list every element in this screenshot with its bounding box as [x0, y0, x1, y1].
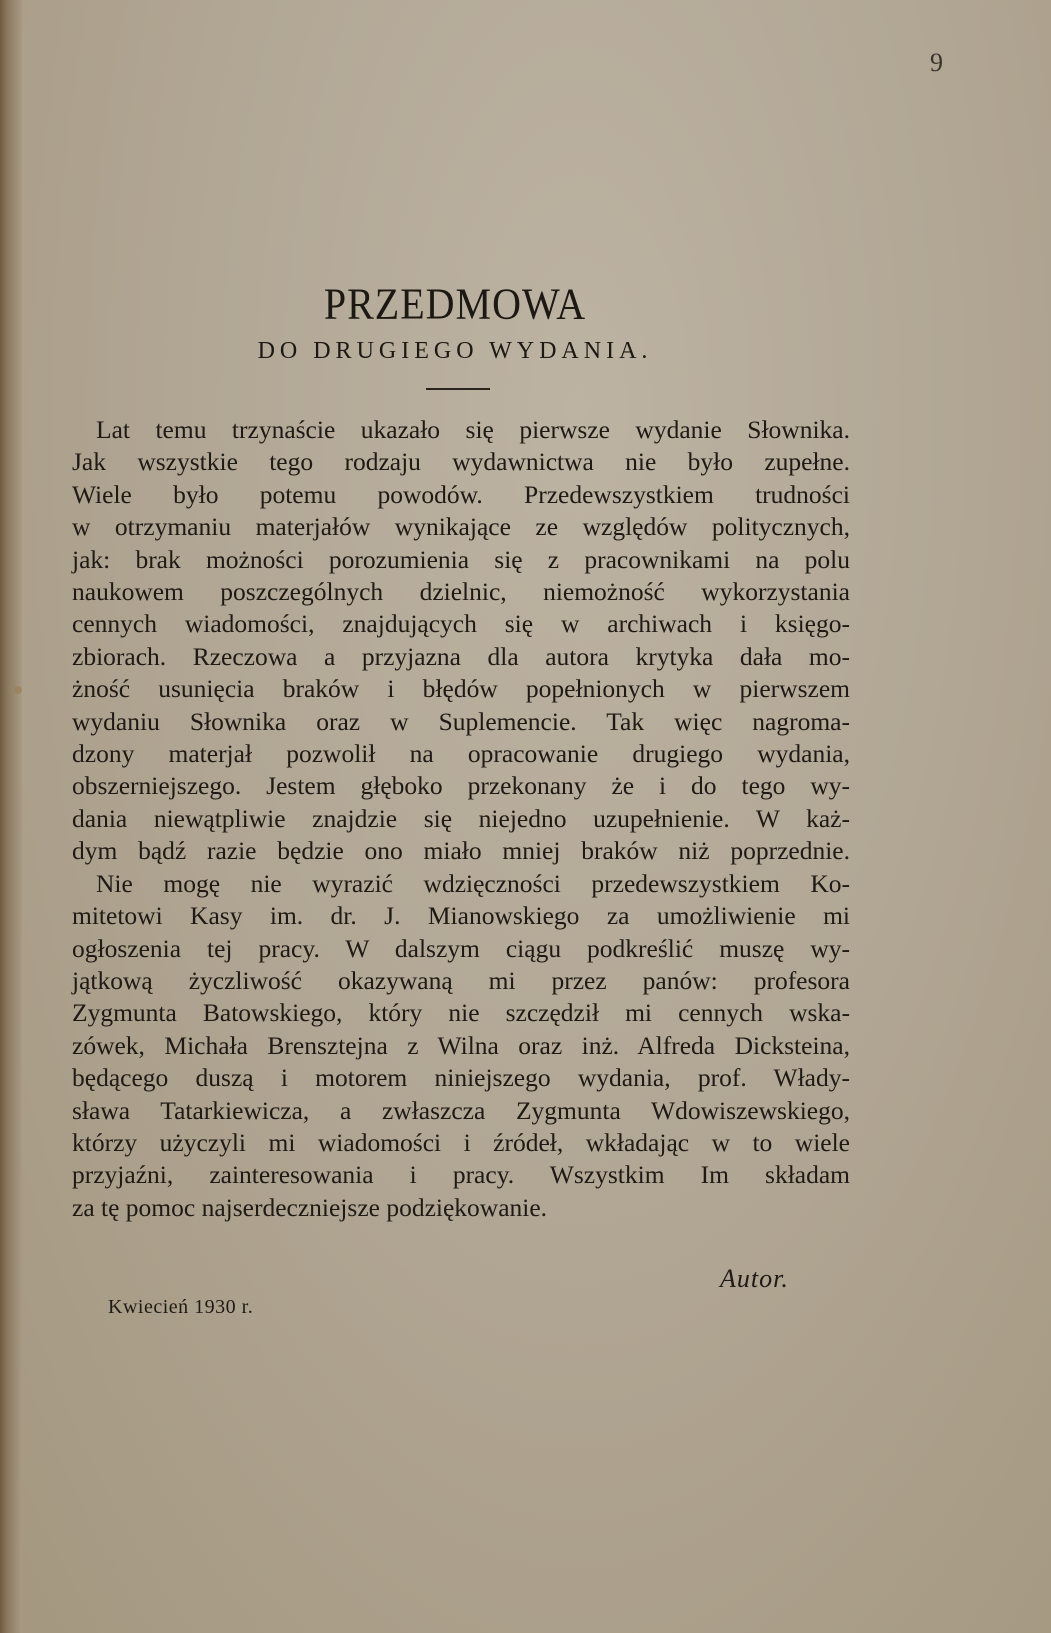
text-line: dania niewątpliwie znajdzie się niejedno uzupełnienie. W każ- — [72, 803, 850, 833]
text-line: którzy użyczyli mi wiadomości i źródeł, wkładając w to wiele — [72, 1127, 850, 1157]
text-line: zbiorach. Rzeczowa a przyjazna dla autora krytyka dała mo- — [72, 641, 850, 671]
text-line: zówek, Michała Brensztejna z Wilna oraz inż. Alfreda Dicksteina, — [72, 1030, 850, 1060]
text-line: obszerniejszego. Jestem głęboko przekonany że i do tego wy- — [72, 771, 850, 801]
text-line: Wiele było potemu powodów. Przedewszystkiem trudności — [72, 479, 850, 509]
paper-stain — [14, 686, 22, 694]
text-line: Nie mogę nie wyrazić wdzięczności przedewszystkiem Ko- — [96, 868, 850, 898]
text-line: sława Tatarkiewicza, a zwłaszcza Zygmunta Wdowiszewskiego, — [72, 1095, 850, 1125]
text-line: jak: brak możności porozumienia się z pracownikami na polu — [72, 544, 850, 574]
text-line: mitetowi Kasy im. dr. J. Mianowskiego za umożliwienie mi — [72, 901, 850, 931]
text-line: żność usunięcia braków i błędów popełnionych w pierwszem — [72, 674, 850, 704]
preface-body — [72, 414, 850, 1224]
title-divider — [426, 388, 490, 390]
text-line: Zygmunta Batowskiego, który nie szczędził mi cennych wska- — [72, 998, 850, 1028]
text-line: dzony materjał pozwolił na opracowanie drugiego wydania, — [72, 739, 850, 769]
book-spine-edge — [0, 0, 22, 1633]
preface-date: Kwiecień 1930 r. — [108, 1296, 254, 1318]
text-line: za tę pomoc najserdeczniejsze podziękowanie. — [72, 1192, 548, 1222]
text-line: cennych wiadomości, znajdujących się w archiwach i księgo- — [72, 609, 850, 639]
text-line: wydaniu Słownika oraz w Suplemencie. Tak więc nagroma- — [72, 706, 850, 736]
text-line: przyjaźni, zainteresowania i pracy. Wszystkim Im składam — [72, 1160, 850, 1190]
text-line: naukowem poszczególnych dzielnic, niemożność wykorzystania — [72, 577, 850, 607]
text-line: jątkową życzliwość okazywaną mi przez panów: profesora — [72, 965, 850, 995]
text-line: dym bądź razie będzie ono miało mniej braków niż poprzednie. — [72, 836, 850, 866]
page-title: PRZEDMOWA — [323, 278, 587, 329]
text-line: będącego duszą i motorem niniejszego wydania, prof. Włady- — [72, 1063, 850, 1093]
page-number: 9 — [930, 48, 943, 77]
text-line: w otrzymaniu materjałów wynikające ze względów politycznych, — [72, 512, 850, 542]
text-line: ogłoszenia tej pracy. W dalszym ciągu podkreślić muszę wy- — [72, 933, 850, 963]
paragraph-2 — [72, 868, 850, 1224]
text-line: Lat temu trzynaście ukazało się pierwsze wydanie Słownika. — [96, 415, 850, 444]
paragraph-1 — [72, 414, 850, 868]
text-line: Jak wszystkie tego rodzaju wydawnictwa nie było zupełne. — [72, 447, 850, 477]
page-subtitle: DO DRUGIEGO WYDANIA. — [257, 338, 653, 364]
author-signature: Autor. — [720, 1264, 789, 1293]
